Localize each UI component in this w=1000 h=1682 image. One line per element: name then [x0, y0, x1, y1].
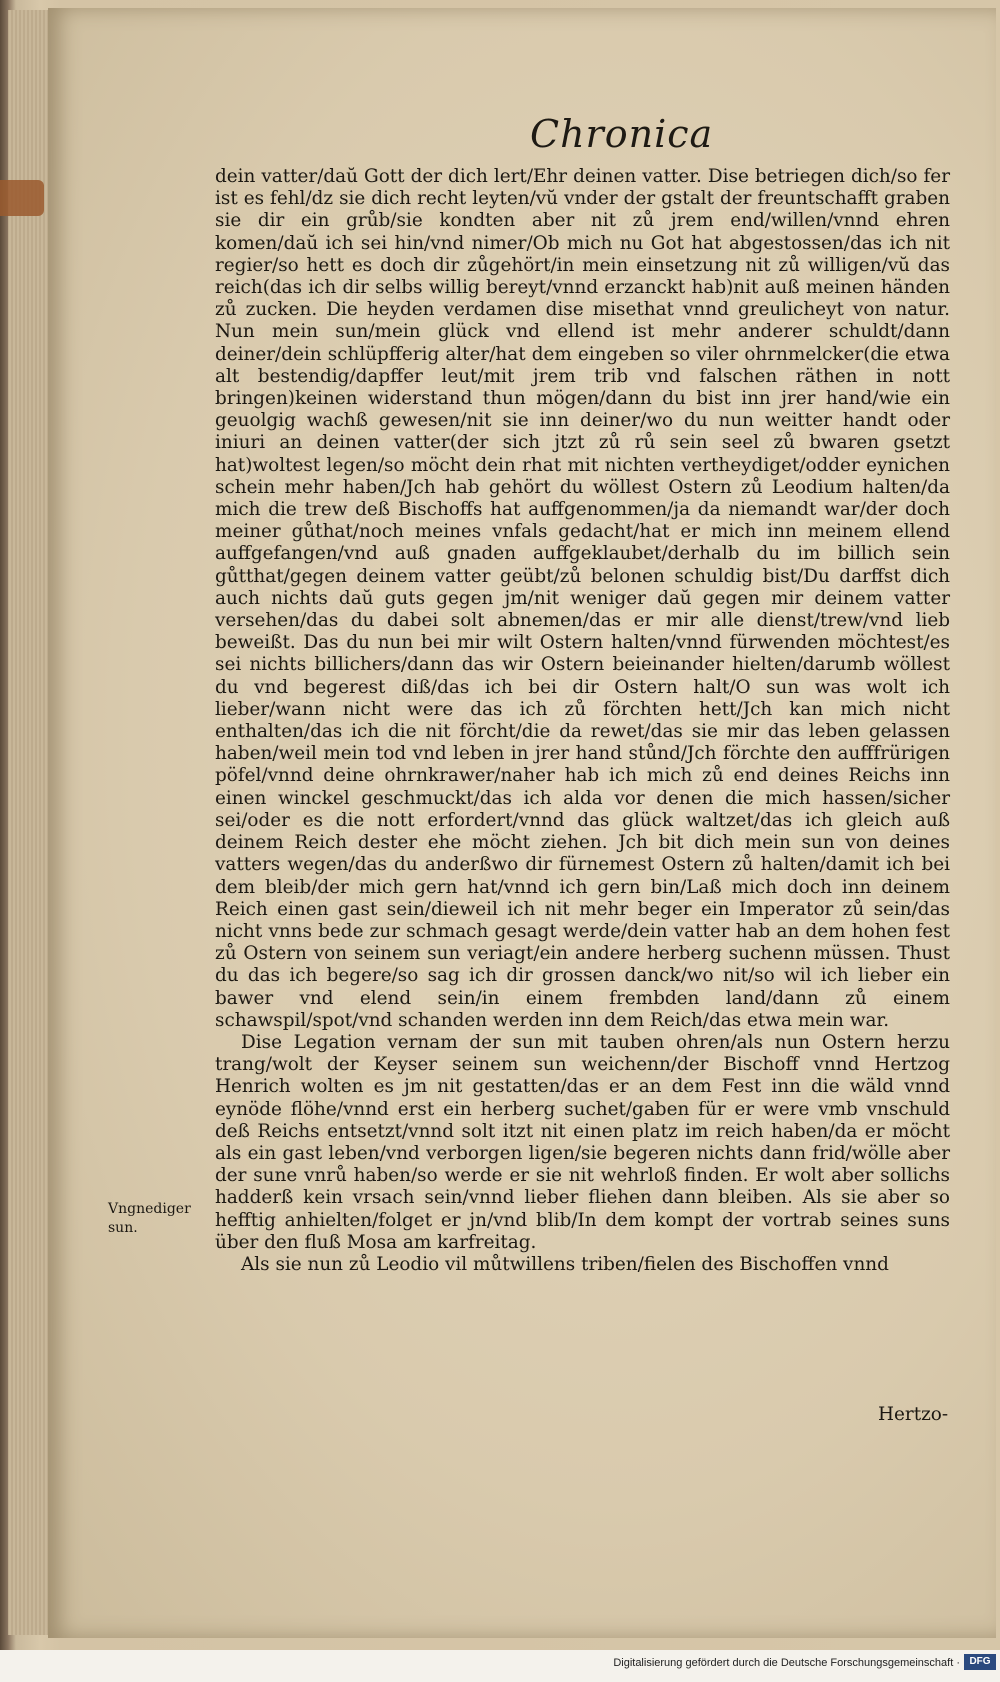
footer-credit: Digitalisierung gefördert durch die Deutsche Forschungsgemeinschaft ·	[613, 1657, 960, 1669]
page-title: Chronica	[530, 112, 714, 156]
margin-note: Vngnediger sun.	[108, 1201, 191, 1236]
paragraph-2: Dise Legation vernam der sun mit tauben ohren/als nun Ostern herzu trang/wolt der Keyser seinem sun weichenn/der Bischoff vnnd Hertzog Henrich wolten es jm nit gestatten/das er an dem Fest inn die wäld vnnd eynöde flöhe/vnnd erst ein herberg suchet/gaben für er were vmb vnschuld deß Reichs entsetzt/vnnd solt itzt nit einen platz im reich haben/da er möcht als ein gast leben/vnd verborgen ligen/sie begeren nichts dann frid/wölle aber der sune vnrů haben/so werde er sie nit wehrloß finden. Er wolt aber sollichs hadderß kein vrsach sein/vnnd lieber fliehen dann bleiben. Als sie aber so hefftig anhielten/folget er jn/vnd blib/In dem kompt der vortrab seines suns über den fluß Mosa am karfreitag.	[215, 1031, 950, 1253]
bookmark-ribbon	[0, 180, 44, 216]
paragraph-3: Als sie nun zů Leodio vil můtwillens triben/fielen des Bischoffen vnnd	[241, 1253, 889, 1275]
body-text	[215, 166, 950, 1276]
book-page-edges	[8, 10, 49, 1635]
catchword: Hertzo-	[878, 1404, 949, 1425]
paragraph-1: dein vatter/daŭ Gott der dich lert/Ehr deinen vatter. Dise betriegen dich/so fer ist es fehl/dz sie dich recht leyten/vŭ vnder der gstalt der freuntschafft graben sie dir ein grůb/sie kondten aber nit zů jrem end/willen/vnnd ehren komen/daŭ ich sei hin/vnd nimer/Ob mich nu Got hat abgestossen/das ich nit regier/so hett es doch dir zůgehört/in mein einsetzung nit zů willigen/vŭ das reich(das ich dir selbs willig bereyt/vnnd erzanckt hab)nit auß meinen händen zů zucken. Die heyden verdamen dise misethat vnnd greulicheyt von natur. Nun mein sun/mein glück vnd ellend ist mehr anderer schuldt/dann deiner/dein schlüpfferig alter/hat dem eingeben so viler ohrnmelcker(die etwa alt bestendig/dapffer leut/mit jrem trib vnd falschen räthen in nott bringen)keinen widerstand thun mögen/dann du bist inn jrer hand/wie ein geuolgig wachß gewesen/nit sie inn deiner/wo du nun weitter handt oder iniuri an deinen vatter(der sich jtzt zů rů sein seel zů bwaren gsetzt hat)woltest legen/so möcht dein rhat mit nichten vertheydiget/odder eynichen schein mehr haben/Jch hab gehört du wöllest Ostern zů Leodium halten/da mich die trew deß Bischoffs hat auffgenommen/ja da niemandt war/der doch meiner gůthat/noch meines vnfals gedacht/hat er mich inn meinem ellend auffgefangen/vnd auß gnaden auffgeklaubet/derhalb du im billich sein gůtthat/gegen deinem vatter geübt/zů belonen schuldig bist/Du darffst dich auch nichts daŭ guts gegen jm/nit weniger daŭ gegen mir deinem vatter versehen/das du dabei solt abnemen/das er mir alle dienst/trew/vnd lieb beweißt. Das du nun bei mir wilt Ostern halten/vnnd fürwenden möchtest/es sei nichts billichers/dann das wir Ostern beieinander hielten/darumb wöllest du vnd begerest diß/das ich bei dir Ostern halt/O sun was wolt ich lieber/wann nicht were das ich zů förchten hett/Jch kan mich nicht enthalten/das ich die nit förcht/die da rewet/das sie mir das leben gelassen haben/weil mein tod vnd leben in jrer hand stůnd/Jch förchte den aufffrürigen pöfel/vnnd deine ohrnkrawer/naher hab ich mich zů end deines Reichs inn einen winckel geschmuckt/das ich alda vor denen die mich hassen/sicher sei/oder es die nott erfordert/vnnd das glück waltzet/das ich gleich auß deinem Reich dester ehe möcht ziehen. Jch bit dich mein sun von deines vatters wegen/das du anderßwo dir fürnemest Ostern zů halten/damit ich bei dem bleib/der mich gern hat/vnnd ich gern bin/Laß mich doch inn deinem Reich einen gast sein/dieweil ich nit mehr beger ein Imperator zů sein/das nicht vnns bede zur schmach gesagt werde/dein vatter hab an dem hohen fest zů Ostern von seinem sun veriagt/ein andere herberg suchenn müssen. Thust du das ich begere/so sag ich dir grossen danck/wo nit/so wil ich lieber ein bawer vnd elend sein/in einem frembden land/dann zů einem schawspil/spot/vnd schanden werden inn dem Reich/das etwa mein war.	[215, 166, 950, 1031]
dfg-logo-icon: DFG	[964, 1654, 996, 1670]
